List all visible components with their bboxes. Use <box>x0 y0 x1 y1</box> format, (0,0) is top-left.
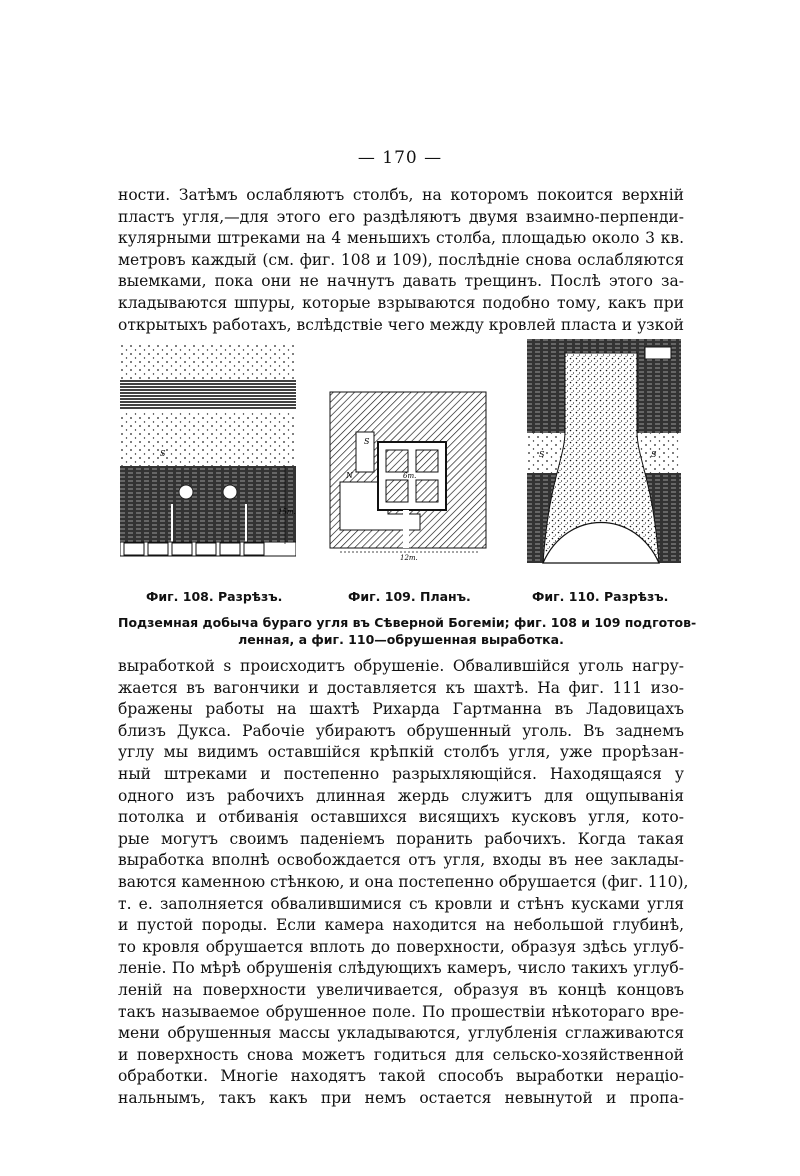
fig109-inner-label: 6m. <box>403 472 417 480</box>
figure-108-label: Фиг. 108. Разрѣзъ. <box>146 589 283 604</box>
fig109-outer-label: 12m. <box>400 554 418 562</box>
fig108-s-label: S <box>160 449 166 458</box>
text-line: метровъ каждый (см. фиг. 108 и 109), послѣдніе снова ослабляются <box>118 250 684 269</box>
text-line: ваются каменною стѣнкою, и она постепенно обрушается (фиг. 110), <box>118 872 689 891</box>
page-number: — 170 — <box>357 148 443 168</box>
text-line: то кровля обрушается вплоть до поверхности, образуя здѣсь углуб- <box>118 937 684 956</box>
caption-line: ленная, а фиг. 110—обрушенная выработка. <box>238 632 564 647</box>
figure-110-label: Фиг. 110. Разрѣзъ. <box>532 589 669 604</box>
text-line: обработки. Многіе находятъ такой способъ выработки нераціо- <box>118 1067 684 1086</box>
text-line: бражены работы на шахтѣ Рихарда Гартманна въ Ладовицахъ <box>118 700 684 719</box>
text-line: одного изъ рабочихъ длинная жердь служитъ для ощупыванія <box>118 786 684 805</box>
text-line: жается въ вагончики и доставляется къ шахтѣ. На фиг. 111 изо- <box>118 678 684 697</box>
text-line: выработка вполнѣ освобождается отъ угля, входы въ нее заклады- <box>118 851 684 870</box>
text-line: углу мы видимъ оставшійся крѣпкій столбъ угля, уже прорѣзан- <box>118 743 684 762</box>
text-line: т. е. заполняется обвалившимися съ кровли и стѣнъ кусками угля <box>118 894 684 913</box>
text-line: потолка и отбиванія оставшихся висящихъ кусковъ угля, кото- <box>118 808 684 827</box>
fig109-s-label: S <box>364 437 370 446</box>
text-line: кулярными штреками на 4 меньшихъ столба, площадью около 3 кв. <box>118 229 684 248</box>
figure-110-section <box>527 339 681 565</box>
figure-108-section <box>120 344 296 562</box>
text-line: кладываются шпуры, которые взрываются подобно тому, какъ при <box>118 293 684 312</box>
text-line: близъ Дукса. Рабочіе убираютъ обрушенный уголь. Въ заднемъ <box>118 721 684 740</box>
text-line: выемками, пока они не начнутъ давать трещинъ. Послѣ этого за- <box>118 272 684 291</box>
text-line: такъ называемое обрушенное поле. По прошествіи нѣкотораго вре- <box>118 1002 684 1021</box>
fig109-n-label: N <box>346 471 353 480</box>
paragraph-bottom <box>118 656 689 1109</box>
figure-caption <box>118 614 697 648</box>
fig110-s-label-left: S <box>539 450 545 459</box>
text-line: пластъ угля,—для этого его раздѣляютъ двумя взаимно-перпенди- <box>118 207 684 226</box>
text-line: ный штреками и постепенно разрыхляющійся. Находящаяся у <box>118 764 684 783</box>
fig108-scale-label: 15m. <box>278 508 296 516</box>
text-line: леніе. По мѣрѣ обрушенія слѣдующихъ камеръ, число такихъ углуб- <box>118 959 684 978</box>
text-line: открытыхъ работахъ, вслѣдствіе чего между кровлей пласта и узкой <box>118 315 684 334</box>
text-line: ности. Затѣмъ ослабляютъ столбъ, на которомъ покоится верхній <box>118 186 684 204</box>
text-line: выработкой s происходитъ обрушеніе. Обвалившійся уголь нагру- <box>118 657 684 675</box>
fig110-s-label-right: S <box>651 450 657 459</box>
text-line: и поверхность снова можетъ годиться для сельско-хозяйственной <box>118 1045 684 1064</box>
figure-109-plan <box>328 390 492 562</box>
text-line: нальнымъ, такъ какъ при немъ остается невынутой и пропа- <box>118 1088 684 1107</box>
figure-109-label: Фиг. 109. Планъ. <box>348 589 471 604</box>
text-line: и пустой породы. Если камера находится на небольшой глубинѣ, <box>118 916 684 935</box>
text-line: мени обрушенныя массы укладываются, углубленія сглаживаются <box>118 1024 684 1043</box>
caption-line: Подземная добыча бураго угля въ Сѣверной Богеміи; фиг. 108 и 109 подготов- <box>118 615 697 630</box>
paragraph-top <box>118 185 684 336</box>
text-line: леній на поверхности увеличивается, образуя въ концѣ концовъ <box>118 980 684 999</box>
text-line: рые могутъ своимъ паденіемъ поранить рабочихъ. Когда такая <box>118 829 684 848</box>
